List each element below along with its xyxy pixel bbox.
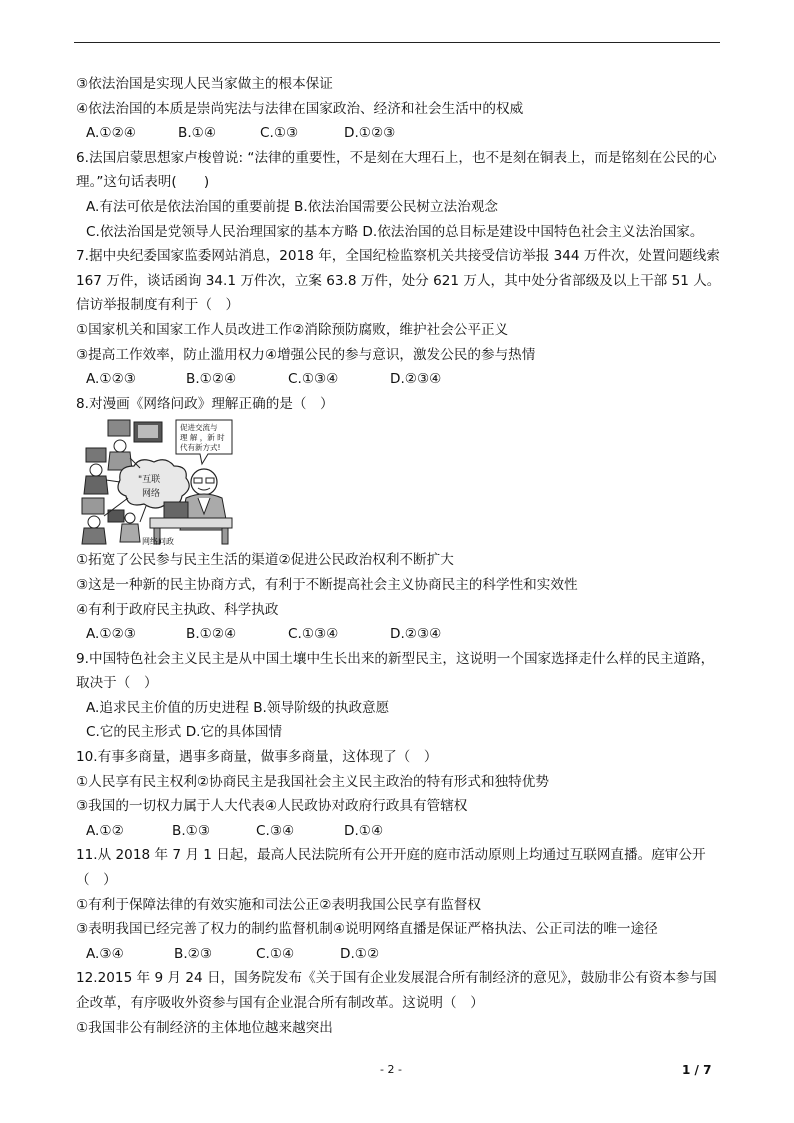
bubble-text-3: 代有新方式! — [180, 443, 221, 453]
answer-option: A.③④ — [86, 945, 124, 962]
answer-option: B.①④ — [178, 125, 217, 142]
cloud-text-1: "互联 — [138, 475, 161, 486]
answer-option: A.①②③ — [86, 626, 136, 643]
text-line: ①我国非公有制经济的主体地位越来越突出 — [76, 1019, 333, 1036]
bubble-text-2: 理 解 ，新 时 — [180, 433, 225, 443]
answer-options — [76, 942, 722, 967]
answer-option: C.①④ — [256, 945, 295, 962]
text-line: ③提高工作效率，防止滥用权力④增强公民的参与意识，激发公民的参与热情 — [76, 346, 536, 363]
cloud-text-2: 网络 — [142, 489, 161, 500]
text-line: 8.对漫画《网络问政》理解正确的是（ ） — [76, 395, 334, 412]
answer-option: B.①③ — [172, 822, 211, 839]
answer-option: D.①② — [340, 945, 380, 962]
cartoon-caption: 网络问政 — [142, 537, 174, 547]
text-line: ③表明我国已经完善了权力的制约监督机制④说明网络直播是保证严格执法、公正司法的唯一途径 — [76, 921, 658, 938]
text-line: ③这是一种新的民主协商方式，有利于不断提高社会主义协商民主的科学性和实效性 — [76, 576, 578, 593]
answer-option: B.①②④ — [186, 371, 237, 388]
answer-options — [76, 622, 722, 647]
answer-option: A.①②④ — [86, 125, 136, 142]
question-stem: 11.从 2018 年 7 月 1 日起，最高人民法院所有公开开庭的庭市活动原则上均通过互联网直播。庭审公开（ ） — [76, 847, 706, 889]
answer-options — [76, 367, 722, 392]
answer-option: B.①②④ — [186, 626, 237, 643]
text-line: ③我国的一切权力属于人大代表④人民政协对政府行政具有管辖权 — [76, 798, 468, 815]
text-line: ①有利于保障法律的有效实施和司法公正②表明我国公民享有监督权 — [76, 896, 481, 913]
answer-option: D.①④ — [344, 822, 384, 839]
answer-option: C.①③④ — [288, 626, 339, 643]
answer-options — [76, 819, 722, 844]
answer-option: C.①③ — [260, 125, 299, 142]
text-line: A.追求民主价值的历史进程 B.领导阶级的执政意愿 — [86, 699, 390, 716]
text-line: ④有利于政府民主执政、科学执政 — [76, 601, 279, 618]
cartoon-illustration — [80, 418, 235, 546]
answer-option: D.②③④ — [390, 371, 442, 388]
question-stem: 9.中国特色社会主义民主是从中国土壤中生长出来的新型民主，这说明一个国家选择走什么样的民主道路，取决于（ ） — [76, 650, 715, 692]
text-line: 10.有事多商量，遇事多商量，做事多商量，这体现了（ ） — [76, 749, 438, 766]
question-stem: 7.据中央纪委国家监委网站消息，2018 年，全国纪检监察机关共接受信访举报 344 万件次，处置问题线索 167 万件，谈话函询 34.1 万件次，立案 63.8 万件，处分 621 万人，其中处分省部级及以上干部 51 人。信访举报制度有利于（ ） — [76, 248, 721, 314]
answer-option: B.②③ — [174, 945, 213, 962]
text-line: ①人民享有民主权利②协商民主是我国社会主义民主政治的特有形式和独特优势 — [76, 773, 549, 790]
answer-option: C.①③④ — [288, 371, 339, 388]
text-line: ④依法治国的本质是崇尚宪法与法律在国家政治、经济和社会生活中的权威 — [76, 100, 524, 117]
header-rule — [74, 42, 720, 43]
question-stem: 6.法国启蒙思想家卢梭曾说: “法律的重要性，不是刻在大理石上，也不是刻在铜表上，而是铭刻在公民的心理。”这句话表明( ) — [76, 149, 717, 191]
answer-option: D.②③④ — [390, 626, 442, 643]
answer-option: A.①②③ — [86, 371, 136, 388]
text-line: C.它的民主形式 D.它的具体国情 — [86, 724, 283, 741]
answer-option: A.①② — [86, 822, 124, 839]
cartoon-figure — [80, 418, 235, 546]
page-number: - 2 - — [380, 1063, 402, 1076]
answer-option: C.③④ — [256, 822, 295, 839]
text-line: C.依法治国是党领导人民治理国家的基本方略 D.依法治国的总目标是建设中国特色社会主义法治国家。 — [86, 223, 704, 240]
text-line: A.有法可依是依法治国的重要前提 B.依法治国需要公民树立法治观念 — [86, 198, 498, 215]
page-content — [76, 72, 722, 1040]
bubble-text-1: 促进交流与 — [180, 423, 218, 433]
text-line: ①国家机关和国家工作人员改进工作②消除预防腐败，维护社会公平正义 — [76, 321, 509, 338]
page-count: 1 / 7 — [682, 1063, 712, 1077]
text-line: ①拓宽了公民参与民主生活的渠道②促进公民政治权利不断扩大 — [76, 552, 454, 569]
answer-options — [76, 121, 722, 146]
question-stem: 12.2015 年 9 月 24 日，国务院发布《关于国有企业发展混合所有制经济的意见》，鼓励非公有资本参与国企改革，有序吸收外资参与国有企业混合所有制改革。这说明（ ） — [76, 970, 717, 1011]
answer-option: D.①②③ — [344, 125, 396, 142]
text-line: ③依法治国是实现人民当家做主的根本保证 — [76, 76, 333, 92]
